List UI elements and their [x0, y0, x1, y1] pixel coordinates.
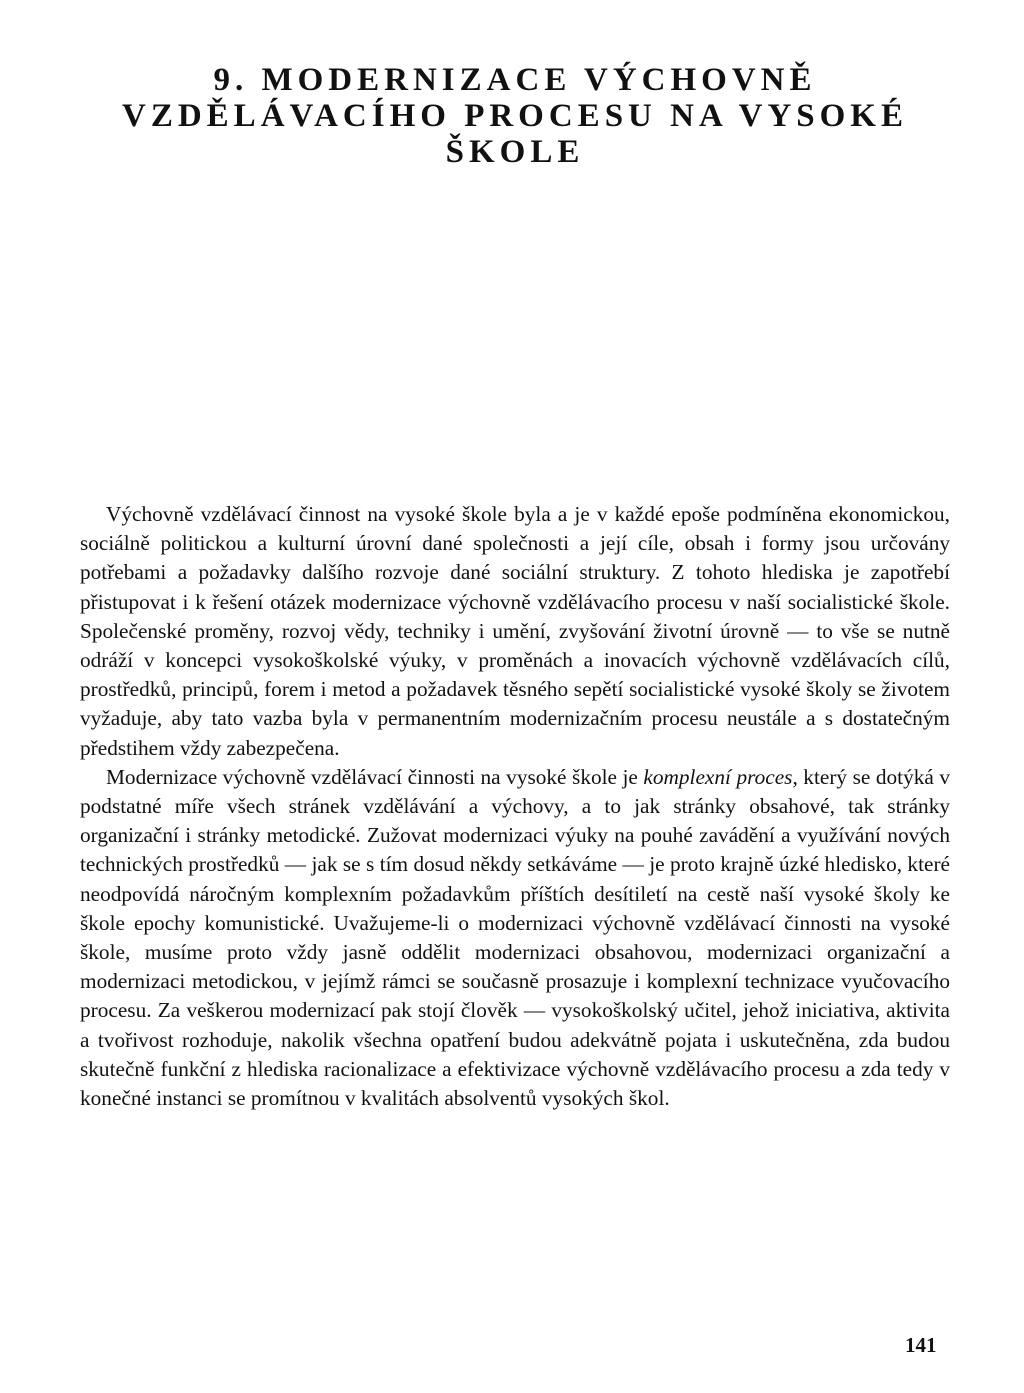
- chapter-title-line: VZDĚLÁVACÍHO PROCESU NA VYSOKÉ: [122, 98, 908, 135]
- paragraph-text: , který se dotýká v podstatné míře všech stránek vzdělávání a výchovy, a to jak stránky obsahové, tak stránky organizační i stránky metodické. Zužovat modernizaci výuky na pouhé zavádění a využívání nových technických prostředků — jak se s tím dosud někdy setkáváme — je proto krajně úzké hledisko, které neodpovídá náročným komplexním požadavkům příštích desítiletí na cestě naší vysoké školy ke škole epochy komunistické. Uvažujeme-li o modernizaci výchovně vzdělávací činnosti na vysoké škole, musíme proto vždy jasně oddělit modernizaci obsahovou, modernizaci organizační a modernizaci metodickou, v jejímž rámci se současně prosazuje i komplexní technizace vyučovacího procesu. Za veškerou modernizací pak stojí člověk — vysokoškolský učitel, jehož iniciativa, aktivita a tvořivost rozhoduje, nakolik všechna opatření budou adekvátně pojata i uskutečněna, zda budou skutečně funkční z hlediska racionalizace a efektivizace výchovně vzdělávacího procesu a zda tedy v konečné instanci se promítnou v kvalitách absolventů vysokých škol.: [80, 764, 950, 1111]
- chapter-title-line: ŠKOLE: [445, 134, 585, 171]
- page-number: 141: [905, 1333, 937, 1357]
- chapter-title-line: 9. MODERNIZACE VÝCHOVNĚ: [213, 62, 817, 99]
- paragraph: [80, 763, 950, 1113]
- paragraph-text: Výchovně vzdělávací činnost na vysoké škole byla a je v každé epoše podmíněna ekonomickou, sociálně politickou a kulturní úrovní dané společnosti a její cíle, obsah i formy jsou určovány potřebami a požadavky dalšího rozvoje dané sociální struktury. Z tohoto hlediska je zapotřebí přistupovat i k řešení otázek modernizace výchovně vzdělávacího procesu v naší socialistické škole. Společenské proměny, rozvoj vědy, techniky i umění, zvyšování životní úrovně — to vše se nutně odráží v koncepci vysokoškolské výuky, v proměnách a inovacích výchovně vzdělávacích cílů, prostředků, principů, forem i metod a požadavek těsného sepětí socialistické vysoké školy se životem vyžaduje, aby tato vazba byla v permanentním modernizačním procesu neustále a s dostatečným předstihem vždy zabezpečena.: [80, 502, 950, 760]
- paragraph-text: Modernizace výchovně vzdělávací činnosti na vysoké škole je: [106, 764, 644, 789]
- emphasis-text: komplexní proces: [643, 764, 793, 789]
- body-text: [80, 500, 950, 1113]
- paragraph: [80, 500, 950, 763]
- chapter-title: [80, 62, 950, 170]
